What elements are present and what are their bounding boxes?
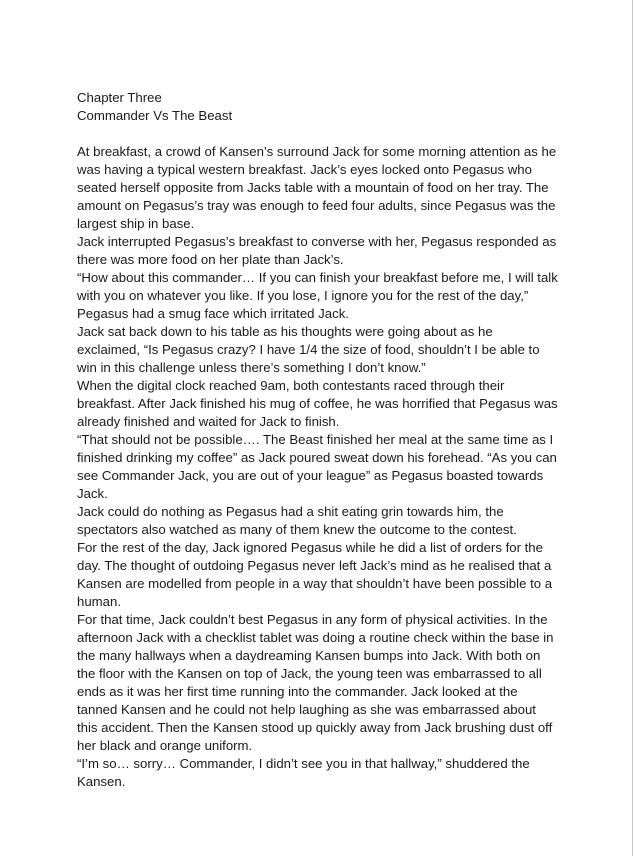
paragraph: When the digital clock reached 9am, both contestants raced through their breakfast. After Jack finished his mug of coffee, he was horrified that Pegasus was already finished and waited for Jack to finish. [77, 378, 558, 429]
paragraph: Jack sat back down to his table as his thoughts were going about as he exclaimed, “Is Pegasus crazy? I have 1/4 the size of food, shouldn’t I be able to win in this challenge unless there’s something I don’t know.” [77, 324, 540, 375]
paragraph: At breakfast, a crowd of Kansen’s surround Jack for some morning attention as he was having a typical western breakfast. Jack’s eyes locked onto Pegasus who seated herself opposite from Jacks table with a mountain of food on her tray. The amount on Pegasus’s tray was enough to feed four adults, since Pegasus was the largest ship in base. [77, 144, 557, 231]
paragraph: Jack interrupted Pegasus’s breakfast to converse with her, Pegasus responded as there was more food on her plate than Jack’s. [77, 234, 557, 267]
paragraph: “I’m so… sorry… Commander, I didn’t see you in that hallway,” shuddered the Kansen. [77, 756, 530, 789]
heading-spacer [77, 125, 559, 143]
paragraph: For that time, Jack couldn’t best Pegasus in any form of physical activities. In the afternoon Jack with a checklist tablet was doing a routine check within the base in the many hallways when a daydreaming Kansen bumps into Jack. With both on the floor with the Kansen on top of Jack, the young teen was embarrassed to all ends as it was her first time running into the commander. Jack looked at the tanned Kansen and he could not help laughing as she was embarrassed about this accident. Then the Kansen stood up quickly away from Jack brushing dust off her black and orange uniform. [77, 612, 554, 753]
paragraph: “How about this commander… If you can finish your breakfast before me, I will talk with you on whatever you like. If you lose, I ignore you for the rest of the day,” Pegasus had a smug face which irritated Jack. [77, 270, 558, 321]
chapter-title: Commander Vs The Beast [77, 108, 233, 123]
chapter-label: Chapter Three [77, 90, 162, 105]
document-body [77, 89, 559, 791]
paragraph: For the rest of the day, Jack ignored Pegasus while he did a list of orders for the day. The thought of outdoing Pegasus never left Jack’s mind as he realised that a Kansen are modelled from people in a way that shouldn’t have been possible to a human. [77, 540, 553, 609]
paragraph: “That should not be possible…. The Beast finished her meal at the same time as I finished drinking my coffee” as Jack poured sweat down his forehead. “As you can see Commander Jack, you are out of your league” as Pegasus boasted towards Jack. [77, 432, 557, 501]
paragraph: Jack could do nothing as Pegasus had a shit eating grin towards him, the spectators also watched as many of them knew the outcome to the contest. [77, 504, 517, 537]
